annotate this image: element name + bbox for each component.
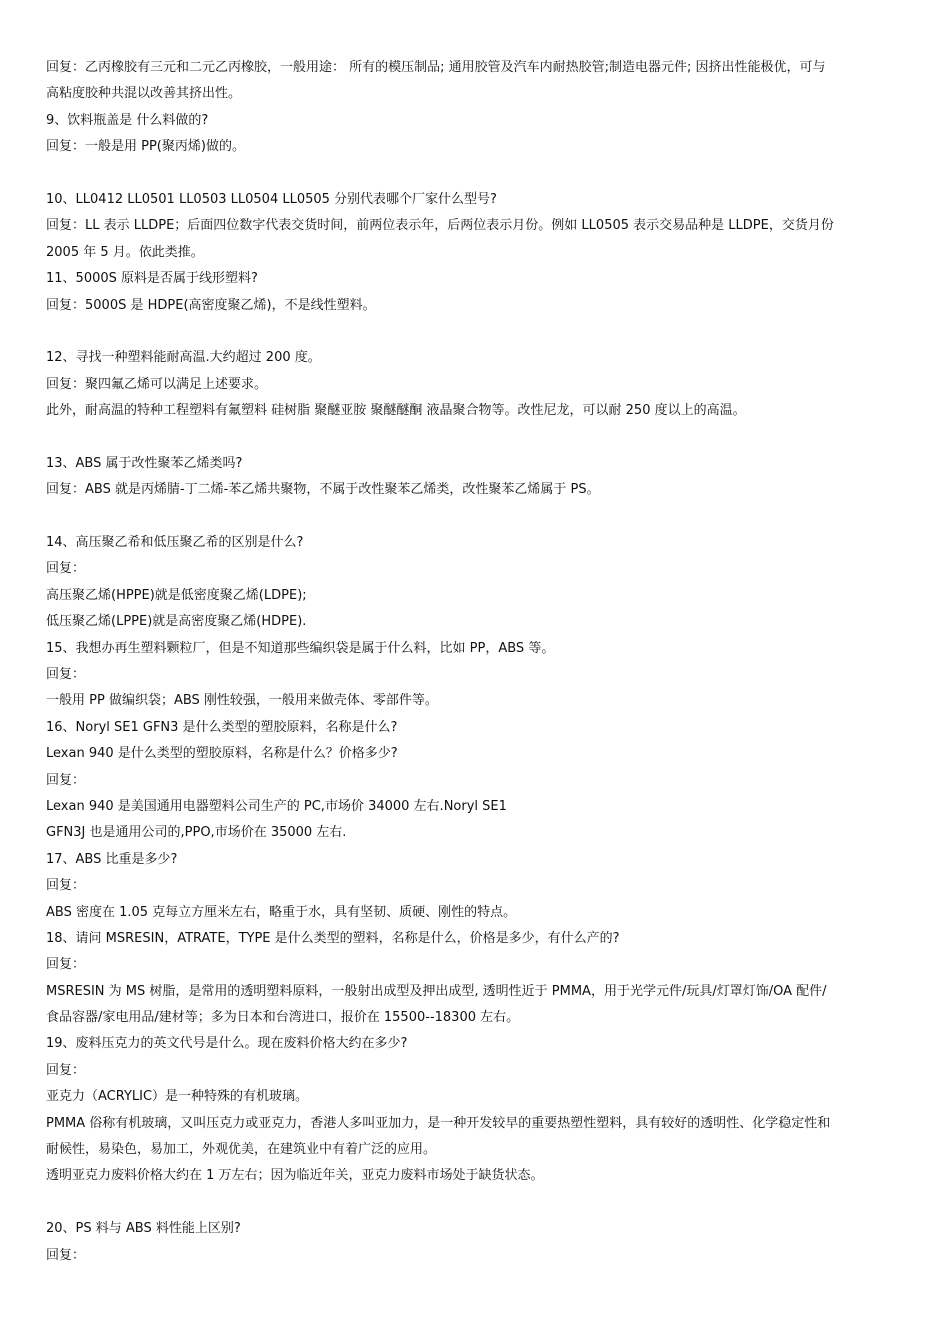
text-line: 18、请问 MSRESIN，ATRATE，TYPE 是什么类型的塑料，名称是什么，价格是多少，有什么产的? — [46, 930, 620, 946]
blank-line — [46, 319, 908, 345]
text-line: 回复： — [46, 666, 86, 682]
blank-line — [46, 1190, 908, 1216]
text-line: 一般用 PP 做编织袋；ABS 刚性较强，一般用来做壳体、零部件等。 — [46, 693, 438, 709]
text-line: 17、ABS 比重是多少? — [46, 851, 178, 867]
text-line: 16、Noryl SE1 GFN3 是什么类型的塑胶原料，名称是什么? — [46, 719, 398, 735]
text-line: 此外，耐高温的特种工程塑料有氟塑料 硅树脂 聚醚亚胺 聚醚醚酮 液晶聚合物等。改性尼龙，可以耐 250 度以上的高温。 — [46, 403, 746, 419]
text-line: 12、寻找一种塑料能耐高温.大约超过 200 度。 — [46, 350, 321, 366]
text-line: 回复：LL 表示 LLDPE；后面四位数字代表交货时间，前两位表示年，后两位表示月份。例如 LL0505 表示交易品种是 LLDPE，交货月份 — [46, 218, 834, 234]
text-line: 19、废料压克力的英文代号是什么。现在废料价格大约在多少? — [46, 1036, 408, 1052]
blank-line — [46, 424, 908, 450]
text-line: 回复： — [46, 772, 86, 788]
text-line: 回复： — [46, 1247, 86, 1263]
text-line: 回复： — [46, 957, 86, 973]
text-line: Lexan 940 是美国通用电器塑料公司生产的 PC,市场价 34000 左右.Noryl SE1 — [46, 798, 507, 814]
text-line: 15、我想办再生塑料颗粒厂，但是不知道那些编织袋是属于什么料，比如 PP，ABS 等。 — [46, 640, 555, 656]
text-line: 20、PS 料与 ABS 料性能上区别? — [46, 1221, 241, 1237]
text-line: 高压聚乙烯(HPPE)就是低密度聚乙烯(LDPE); — [46, 587, 307, 603]
text-line: 回复：一般是用 PP(聚丙烯)做的。 — [46, 139, 245, 155]
blank-line — [46, 161, 908, 187]
text-line: 回复：ABS 就是丙烯腈-丁二烯-苯乙烯共聚物，不属于改性聚苯乙烯类，改性聚苯乙烯属于 PS。 — [46, 482, 600, 498]
text-line: 回复： — [46, 878, 86, 894]
text-line: 回复： — [46, 1062, 86, 1078]
text-line: 回复：乙丙橡胶有三元和二元乙丙橡胶，一般用途： 所有的模压制品; 通用胶管及汽车内耐热胶管;制造电器元件; 因挤出性能极优，可与 — [46, 60, 826, 75]
text-line: Lexan 940 是什么类型的塑胶原料，名称是什么？价格多少? — [46, 746, 398, 762]
text-line: 9、饮料瓶盖是 什么料做的? — [46, 112, 209, 128]
text-line: 回复：5000S 是 HDPE(高密度聚乙烯)，不是线性塑料。 — [46, 297, 376, 313]
text-line: PMMA 俗称有机玻璃，又叫压克力或亚克力，香港人多叫亚加力，是一种开发较早的重要热塑性塑料，具有较好的透明性、化学稳定性和 — [46, 1115, 831, 1131]
blank-line — [46, 504, 908, 530]
document-page — [46, 55, 908, 1269]
text-line: 食品容器/家电用品/建材等；多为日本和台湾进口，报价在 15500--18300 左右。 — [46, 1010, 520, 1026]
text-line: 11、5000S 原料是否属于线形塑料? — [46, 271, 258, 287]
text-line: 回复： — [46, 561, 86, 577]
text-line: 高粘度胶种共混以改善其挤出性。 — [46, 86, 242, 102]
text-line: 10、LL0412 LL0501 LL0503 LL0504 LL0505 分别代表哪个厂家什么型号? — [46, 191, 497, 207]
text-line: 14、高压聚乙希和低压聚乙希的区别是什么? — [46, 535, 304, 551]
text-line: 回复：聚四氟乙烯可以满足上述要求。 — [46, 376, 268, 392]
text-line: 耐候性，易染色，易加工，外观优美，在建筑业中有着广泛的应用。 — [46, 1142, 437, 1158]
text-line: ABS 密度在 1.05 克每立方厘米左右，略重于水，具有坚韧、质硬、刚性的特点。 — [46, 904, 517, 920]
text-line: GFN3J 也是通用公司的,PPO,市场价在 35000 左右. — [46, 825, 347, 841]
text-line: 13、ABS 属于改性聚苯乙烯类吗? — [46, 455, 243, 471]
text-line: 亚克力（ACRYLIC）是一种特殊的有机玻璃。 — [46, 1089, 309, 1105]
text-line: 2005 年 5 月。依此类推。 — [46, 244, 204, 260]
text-line: MSRESIN 为 MS 树脂，是常用的透明塑料原料，一般射出成型及押出成型, 透明性近于 PMMA，用于光学元件/玩具/灯罩灯饰/OA 配件/ — [46, 983, 827, 999]
text-line: 透明亚克力废料价格大约在 1 万左右；因为临近年关，亚克力废料市场处于缺货状态。 — [46, 1168, 544, 1184]
text-line: 低压聚乙烯(LPPE)就是高密度聚乙烯(HDPE). — [46, 614, 307, 630]
